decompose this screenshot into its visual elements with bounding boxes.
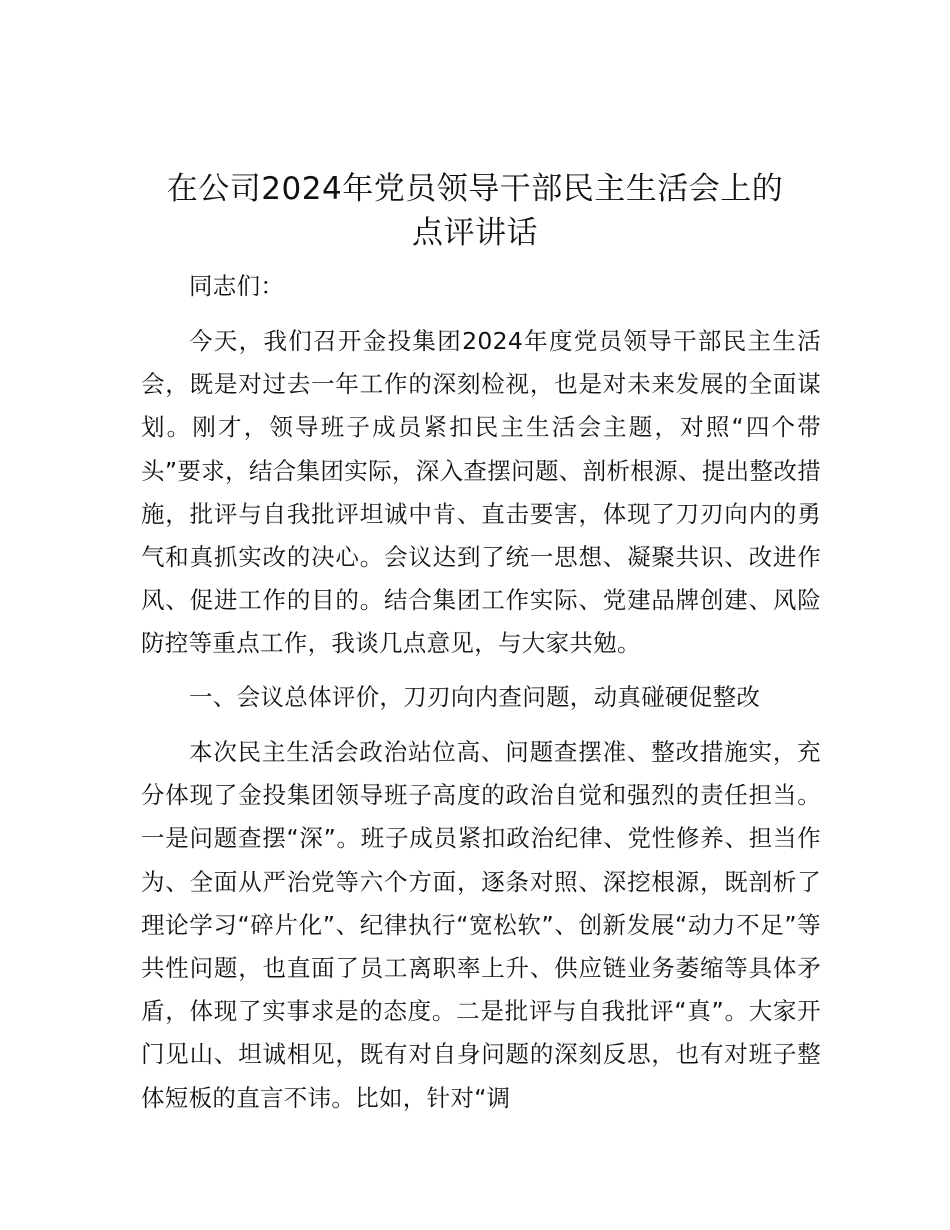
section-heading-1: 一、会议总体评价，刀刃向内查问题，动真碰硬促整改	[189, 683, 761, 711]
document-title-line1: 在公司2024年党员领导干部民主生活会上的	[166, 171, 784, 207]
greeting: 同志们：	[189, 272, 285, 300]
document-title-line2: 点评讲话	[412, 215, 538, 251]
intro-paragraph: 今天，我们召开金投集团2024年度党员领导干部民主生活会，既是对过去一年工作的深刻检视，也是对未来发展的全面谋划。刚才，领导班子成员紧扣民主生活会主题，对照“四个带头”要求，结合集团实际，深入查摆问题、剖析根源、提出整改措施，批评与自我批评坦诚中肯、直击要害，体现了刀刃向内的勇气和真抓实改的决心。会议达到了统一思想、凝聚共识、改进作风、促进工作的目的。结合集团工作实际、党建品牌创建、风险防控等重点工作，我谈几点意见，与大家共勉。	[141, 327, 821, 658]
section-1-paragraph: 本次民主生活会政治站位高、问题查摆准、整改措施实，充分体现了金投集团领导班子高度的政治自觉和强烈的责任担当。一是问题查摆“深”。班子成员紧扣政治纪律、党性修养、担当作为、全面从严治党等六个方面，逐条对照、深挖根源，既剖析了理论学习“碎片化”、纪律执行“宽松软”、创新发展“动力不足”等共性问题，也直面了员工离职率上升、供应链业务萎缩等具体矛盾，体现了实事求是的态度。二是批评与自我批评“真”。大家开门见山、坦诚相见，既有对自身问题的深刻反思，也有对班子整体短板的直言不讳。比如，针对“调	[141, 738, 821, 1112]
